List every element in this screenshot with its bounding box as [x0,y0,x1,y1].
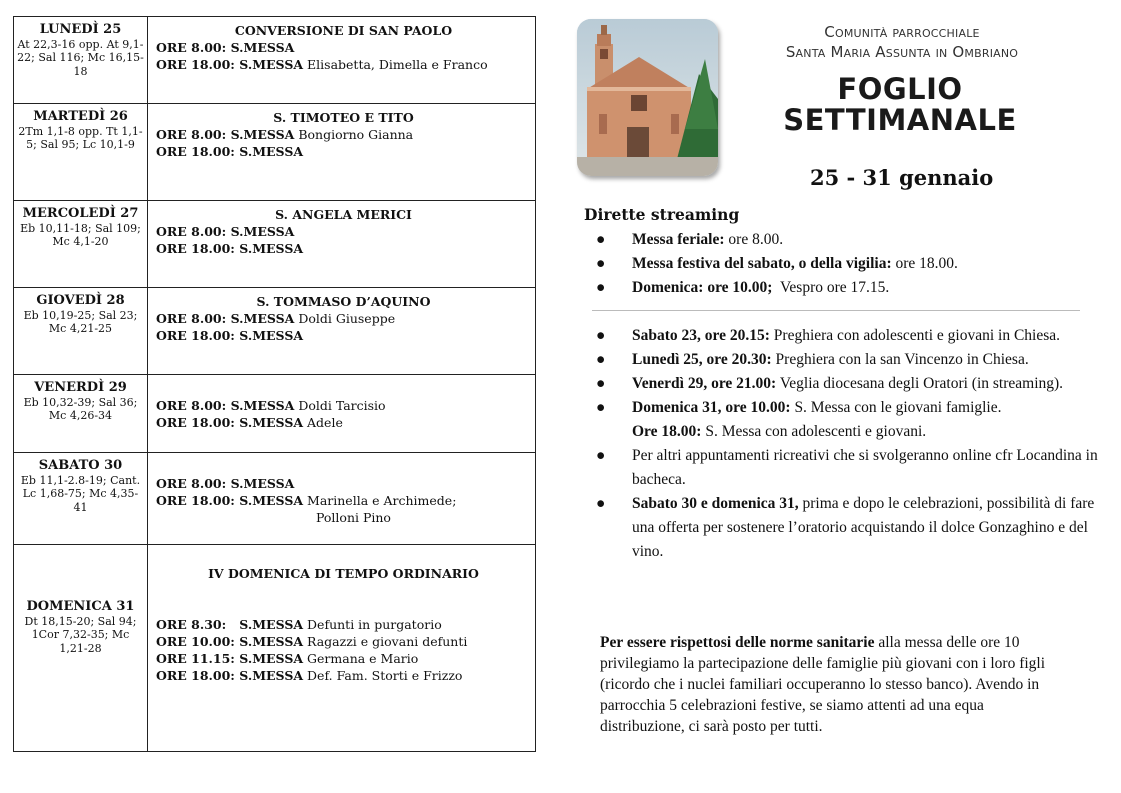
bullet-icon: ● [596,279,606,296]
mass-line [156,667,531,684]
schedule-row [14,375,536,453]
item-text-second: S. Messa con adolescenti e giovani. [701,423,927,440]
day-cell [14,375,148,453]
item-text: S. Messa con le giovani famiglie. [790,399,1002,416]
day-name: DOMENICA 31 [26,599,135,614]
item-text: prima e dopo le celebrazioni, possibilità di fare una offerta per sostenere l’oratorio acquistando il dolce Gonzaghino e del vino. [632,495,1099,560]
mass-intention: Adele [307,415,343,430]
feast-title: S. ANGELA MERICI [275,207,412,222]
item-bold: Messa festiva del sabato, o della vigilia: [632,255,892,272]
item-text: Preghiera con la san Vincenzo in Chiesa. [771,351,1029,368]
day-name: VENERDÌ 29 [34,380,127,395]
services-cell [148,201,536,288]
day-cell [14,104,148,201]
streaming-item [596,252,1076,276]
bullet-icon: ● [596,327,606,344]
services-cell [148,288,536,375]
mass-intention-continuation: Polloni Pino [316,510,391,525]
title-line2: SETTIMANALE [783,103,1017,137]
schedule-row [14,201,536,288]
item-text: ore 18.00. [891,255,958,272]
day-readings: Eb 10,32-39; Sal 36; Mc 4,26-34 [23,396,138,423]
mass-intention: Doldi Giuseppe [298,311,396,326]
mass-line [156,240,531,257]
schedule-row [14,17,536,104]
mass-time: ORE 8.00: S.MESSA [156,476,295,491]
parish-name-line1: Comunità parrocchiale [824,23,980,41]
mass-intention: Def. Fam. Storti e Frizzo [307,668,463,683]
church-photo [577,19,718,176]
day-readings: Eb 10,19-25; Sal 23; Mc 4,21-25 [23,309,138,336]
item-text: ore 8.00. [724,231,784,248]
streaming-item [596,276,1076,300]
item-bold: Domenica 31, ore 10.00: [632,399,791,416]
date-range: 25 - 31 gennaio [810,165,994,190]
day-name: SABATO 30 [38,458,123,473]
bullet-icon: ● [596,375,606,392]
bullet-icon: ● [596,231,606,248]
day-name: GIOVEDÌ 28 [36,293,125,308]
day-cell [14,288,148,375]
day-readings: Dt 18,15-20; Sal 94; 1Cor 7,32-35; Mc 1,21-28 [24,615,137,655]
services-cell [148,453,536,545]
mass-schedule-body [14,17,536,752]
church-illustration [577,19,718,176]
mass-time: ORE 18.00: S.MESSA [156,415,304,430]
services-cell [148,17,536,104]
item-bold: Messa feriale: [632,231,725,248]
schedule-row [14,288,536,375]
event-item [596,396,1106,444]
mass-time: ORE 10.00: S.MESSA [156,634,304,649]
mass-time: ORE 18.00: S.MESSA [156,493,304,508]
sanitary-notice [600,632,1060,737]
day-readings: Eb 10,11-18; Sal 109; Mc 4,1-20 [20,222,141,249]
mass-line [156,414,531,431]
day-readings: 2Tm 1,1-8 opp. Tt 1,1-5; Sal 95; Lc 10,1-9 [18,125,143,152]
event-item [596,348,1106,372]
day-readings: At 22,3-16 opp. At 9,1-22; Sal 116; Mc 16,15-18 [17,38,144,78]
mass-line [156,633,531,650]
bullet-icon: ● [596,447,606,464]
mass-line [156,475,531,492]
bullet-icon: ● [596,351,606,368]
mass-time: ORE 18.00: S.MESSA [156,328,304,343]
day-cell [14,17,148,104]
mass-time: ORE 8.00: S.MESSA [156,311,295,326]
event-item [596,492,1106,564]
feast-title: S. TIMOTEO E TITO [273,110,414,125]
streaming-item [596,228,1076,252]
item-text: Vespro ore 17.15. [772,279,890,296]
mass-line [156,310,531,327]
item-bold: Domenica: ore 10.00; [632,279,773,296]
mass-line [156,39,531,56]
event-item [596,372,1106,396]
newsletter-title [760,74,1040,136]
mass-line [156,397,531,414]
parish-name [744,22,1060,62]
mass-time: ORE 18.00: S.MESSA [156,241,304,256]
mass-line [156,650,531,667]
item-bold: Sabato 23, ore 20.15: [632,327,770,344]
mass-intention: Marinella e Archimede; [307,493,457,508]
services-cell [148,375,536,453]
section-divider [592,310,1080,311]
mass-time: ORE 18.00: S.MESSA [156,144,304,159]
day-name: MERCOLEDÌ 27 [22,206,139,221]
mass-time: ORE 8.00: S.MESSA [156,398,295,413]
event-item [596,444,1106,492]
day-name: MARTEDÌ 26 [33,109,128,124]
day-cell [14,545,148,752]
mass-line [156,126,531,143]
mass-line [156,492,531,509]
mass-line [156,223,531,240]
streaming-list [596,228,1076,300]
schedule-row [14,545,536,752]
mass-time: ORE 8.00: S.MESSA [156,224,295,239]
item-text: Preghiera con adolescenti e giovani in Chiesa. [769,327,1061,344]
bullet-icon: ● [596,255,606,272]
mass-intention: Germana e Mario [307,651,419,666]
mass-time: ORE 18.00: S.MESSA [156,57,304,72]
item-bold: Sabato 30 e domenica 31, [632,495,799,512]
item-text: Veglia diocesana degli Oratori (in streaming). [776,375,1064,392]
item-bold: Venerdì 29, ore 21.00: [632,375,777,392]
bullet-icon: ● [596,495,606,512]
mass-intention: Ragazzi e giovani defunti [307,634,468,649]
mass-time: ORE 8.00: S.MESSA [156,40,295,55]
mass-intention: Elisabetta, Dimella e Franco [307,57,488,72]
item-bold-second: Ore 18.00: [632,423,702,440]
day-name: LUNEDÌ 25 [39,22,122,37]
feast-title: IV DOMENICA DI TEMPO ORDINARIO [208,566,479,581]
item-bold: Lunedì 25, ore 20.30: [632,351,772,368]
mass-intention: Doldi Tarcisio [298,398,386,413]
mass-time: ORE 18.00: S.MESSA [156,668,304,683]
mass-line [156,327,531,344]
sanitary-notice-bold: Per essere rispettosi delle norme sanitarie [600,634,875,651]
item-text: Per altri appuntamenti ricreativi che si svolgeranno online cfr Locandina in bacheca. [632,447,1102,488]
mass-schedule-table [13,16,536,752]
mass-time: ORE 8.30: S.MESSA [156,617,304,632]
mass-time: ORE 8.00: S.MESSA [156,127,295,142]
mass-time: ORE 11.15: S.MESSA [156,651,304,666]
parish-name-line2: Santa Maria Assunta in Ombriano [785,43,1019,61]
mass-line [156,143,531,160]
event-item [596,324,1106,348]
feast-title: CONVERSIONE DI SAN PAOLO [234,23,453,38]
mass-intention: Defunti in purgatorio [307,617,442,632]
sanitary-notice-text: alla messa delle ore 10 privilegiamo la partecipazione delle famiglie più giovani con i loro figli (ricordo che i nuclei familiari occuperanno lo stesso banco). Avendo in parrocchia 5 celebrazioni festive, se siamo attenti ad una equa distribuzione, ci sarà posto per tutti. [600,634,1046,735]
title-line1: FOGLIO [837,72,963,106]
bullet-icon: ● [596,399,606,416]
mass-intention: Bongiorno Gianna [298,127,414,142]
schedule-row [14,104,536,201]
feast-title: S. TOMMASO D’AQUINO [256,294,431,309]
services-cell [148,545,536,752]
day-cell [14,453,148,545]
services-cell [148,104,536,201]
schedule-row [14,453,536,545]
streaming-heading: Dirette streaming [584,205,740,224]
mass-line [156,616,531,633]
events-list [596,324,1106,564]
day-readings: Eb 11,1-2.8-19; Cant. Lc 1,68-75; Mc 4,35-41 [20,474,141,514]
mass-line [156,56,531,73]
day-cell [14,201,148,288]
